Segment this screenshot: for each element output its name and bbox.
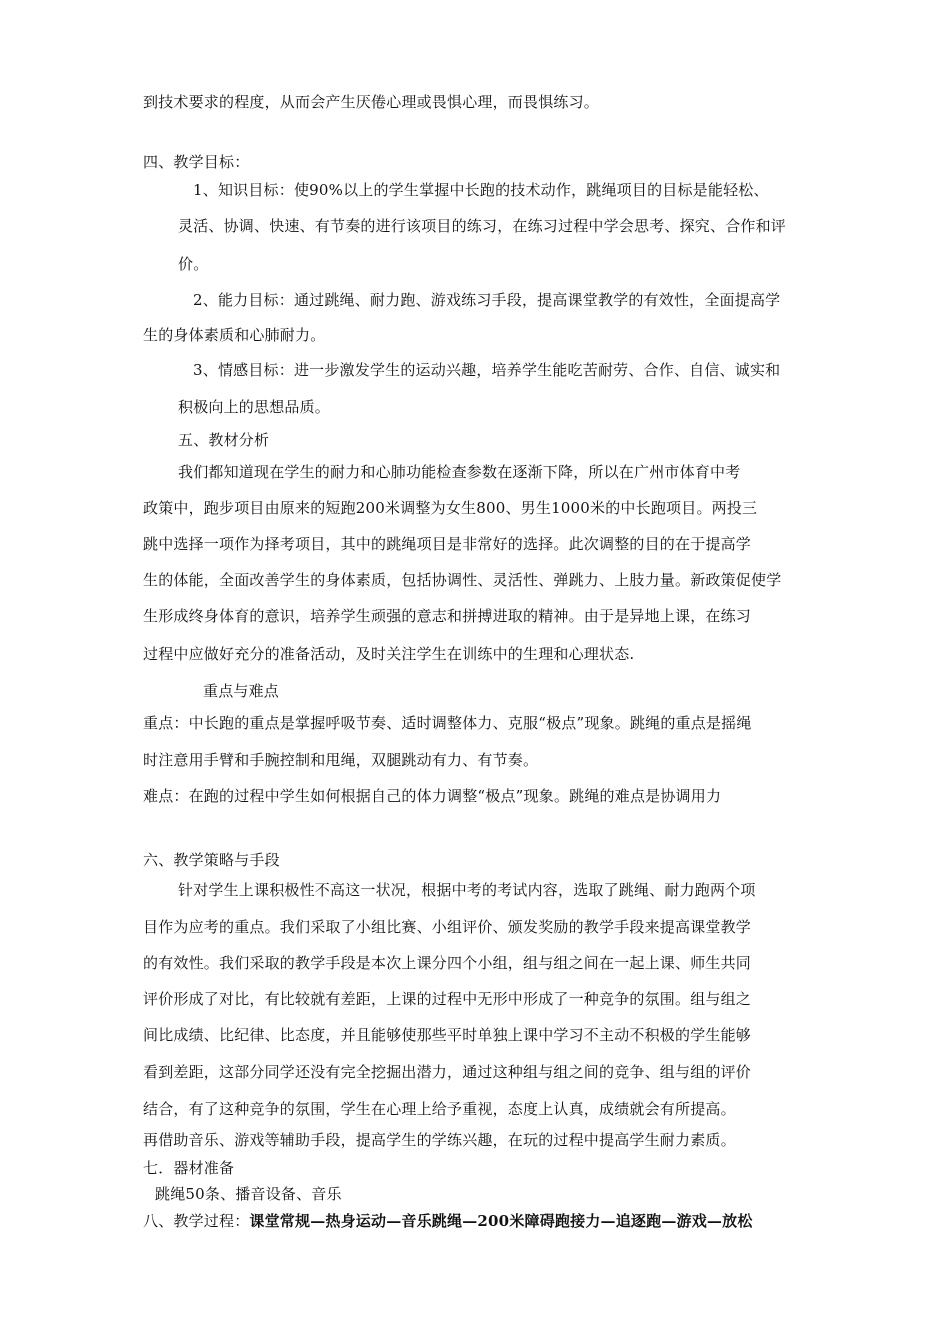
text-line: 生形成终身体育的意识，培养学生顽强的意志和拼搏进取的精神。由于是异地上课，在练习: [143, 607, 752, 625]
text-line: 结合，有了这种竞争的氛围，学生在心理上给予重视，态度上认真，成绩就会有所提高。: [143, 1100, 736, 1118]
subheading: 重点与难点: [203, 682, 280, 700]
text-line: 目作为应考的重点。我们采取了小组比赛、小组评价、颁发奖励的教学手段来提高课堂教学: [143, 918, 752, 936]
text-line: 看到差距，这部分同学还没有完全挖掘出潜力，通过这种组与组之间的竞争、组与组的评价: [143, 1063, 752, 1081]
text-line: 1、知识目标：使90%以上的学生掌握中长跑的技术动作，跳绳项目的目标是能轻松、: [193, 181, 769, 199]
text-line: 评价形成了对比，有比较就有差距，上课的过程中无形中形成了一种竞争的氛围。组与组之: [143, 990, 752, 1008]
text-line: 灵活、协调、快速、有节奏的进行该项目的练习，在练习过程中学会思考、探究、合作和评: [178, 217, 787, 235]
text-line: 难点：在跑的过程中学生如何根据自己的体力调整“极点”现象。跳绳的难点是协调用力: [143, 787, 722, 805]
text-line: 3、情感目标：进一步激发学生的运动兴趣，培养学生能吃苦耐劳、合作、自信、诚实和: [193, 361, 781, 379]
text-line: 价。: [178, 255, 209, 273]
text-line: 积极向上的思想品质。: [178, 398, 331, 416]
section-heading: 八、教学过程：: [143, 1212, 250, 1230]
section-heading: 四、教学目标：: [143, 153, 250, 171]
text-line: 我们都知道现在学生的耐力和心肺功能检查参数在逐渐下降，所以在广州市体育中考: [178, 463, 741, 481]
text-line: 跳绳50条、播音设备、音乐: [155, 1185, 342, 1203]
text-line: 时注意用手臂和手腕控制和甩绳，双腿跳动有力、有节奏。: [143, 751, 539, 769]
text-line: 生的体能，全面改善学生的身体素质，包括协调性、灵活性、弹跳力、上肢力量。新政策促使学: [143, 571, 782, 589]
text-line: 政策中，跑步项目由原来的短跑200米调整为女生800、男生1000米的中长跑项目。两投三: [143, 499, 758, 517]
text-line: 间比成绩、比纪律、比态度，并且能够使那些平时单独上课中学习不主动不积极的学生能够: [143, 1026, 752, 1044]
text-line: 重点：中长跑的重点是掌握呼吸节奏、适时调整体力、克服“极点”现象。跳绳的重点是摇绳: [143, 714, 752, 732]
text-line: 针对学生上课积极性不高这一状况，根据中考的考试内容，选取了跳绳、耐力跑两个项: [178, 881, 756, 899]
text-line: 生的身体素质和心肺耐力。: [143, 326, 326, 344]
section-heading: 七．器材准备: [143, 1159, 235, 1177]
text-line: 的有效性。我们采取的教学手段是本次上课分四个小组，组与组之间在一起上课、师生共同: [143, 954, 752, 972]
text-line: 2、能力目标：通过跳绳、耐力跑、游戏练习手段，提高课堂教学的有效性，全面提高学: [193, 291, 781, 309]
teaching-process-line: [143, 1211, 753, 1231]
text-line: 跳中选择一项作为择考项目，其中的跳绳项目是非常好的选择。此次调整的目的在于提高学: [143, 535, 752, 553]
process-steps: 课堂常规—热身运动—音乐跳绳—200米障碍跑接力—追逐跑—游戏—放松: [249, 1212, 753, 1230]
text-line: 过程中应做好充分的准备活动，及时关注学生在训练中的生理和心理状态.: [143, 645, 635, 663]
text-line: 到技术要求的程度，从而会产生厌倦心理或畏惧心理，而畏惧练习。: [143, 93, 600, 111]
text-line: 再借助音乐、游戏等辅助手段，提高学生的学练兴趣，在玩的过程中提高学生耐力素质。: [143, 1131, 736, 1149]
section-heading: 六、教学策略与手段: [143, 851, 280, 869]
section-heading: 五、教材分析: [178, 431, 270, 449]
